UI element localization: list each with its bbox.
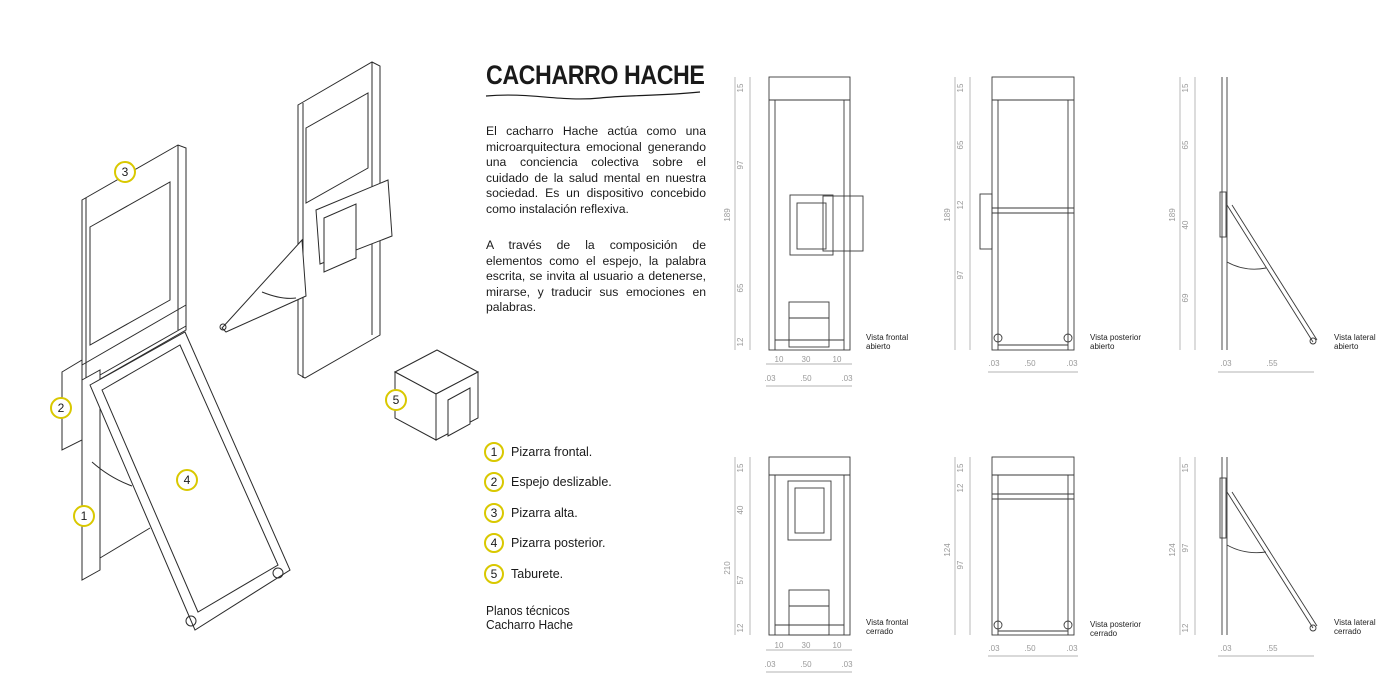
callout-1-text: 1 (80, 509, 88, 523)
svg-text:.50: .50 (1024, 359, 1036, 368)
legend-item-1 (484, 441, 612, 463)
svg-text:.55: .55 (1266, 359, 1278, 368)
view-back-open (980, 77, 1074, 350)
svg-text:69: 69 (1181, 293, 1190, 303)
legend-label-5: Taburete. (511, 566, 564, 581)
svg-text:12: 12 (1181, 623, 1190, 633)
callout-3-text: 3 (121, 165, 129, 179)
svg-text:65: 65 (956, 140, 965, 150)
legend-number-3: 3 (484, 503, 504, 523)
svg-text:210: 210 (723, 561, 732, 575)
legend-label-1: Pizarra frontal. (511, 445, 593, 459)
svg-text:.50: .50 (1024, 644, 1036, 653)
legend-number-2: 2 (484, 472, 504, 492)
dim-97: 97 (736, 160, 745, 170)
legend-item-5 (484, 563, 612, 585)
svg-text:15: 15 (1181, 83, 1190, 93)
label-side-closed: Vista lateral cerrado (1334, 618, 1376, 636)
svg-text:40: 40 (1181, 220, 1190, 230)
svg-text:40: 40 (736, 505, 745, 515)
dim-65: 65 (736, 283, 745, 293)
callout-5-text: 5 (392, 393, 400, 407)
svg-text:.03: .03 (1066, 359, 1078, 368)
svg-text:97: 97 (956, 560, 965, 570)
svg-text:124: 124 (943, 543, 952, 557)
callout-4 (177, 470, 197, 490)
svg-text:.03: .03 (1220, 359, 1232, 368)
svg-text:.03: .03 (764, 660, 776, 669)
description-paragraph-1: El cacharro Hache actúa como una microarquitectura emocional generando una conciencia colectiva sobre el cuidado de la salud mental en nuestra sociedad. Es un dispositivo concebido como instalación reflexiva. (486, 124, 706, 216)
callout-1 (74, 506, 94, 526)
svg-text:12: 12 (956, 483, 965, 493)
svg-text:124: 124 (1168, 543, 1177, 557)
legend-item-3 (484, 502, 612, 524)
svg-text:.03: .03 (988, 359, 1000, 368)
svg-text:.03: .03 (764, 374, 776, 383)
svg-text:.50: .50 (800, 660, 812, 669)
svg-text:.03: .03 (988, 644, 1000, 653)
view-back-closed-dim-text (943, 463, 1078, 653)
svg-text:.03: .03 (1066, 644, 1078, 653)
legend-number-1: 1 (484, 442, 504, 462)
legend-label-3: Pizarra alta. (511, 505, 578, 520)
view-side-closed (1220, 457, 1317, 635)
view-front-closed-dims (735, 457, 852, 672)
view-front-open (769, 77, 863, 350)
legend-item-4 (484, 532, 612, 554)
svg-text:.03: .03 (841, 660, 853, 669)
svg-text:10: 10 (774, 641, 784, 650)
legend-number-5: 5 (484, 564, 504, 584)
dim-15: 15 (736, 83, 745, 93)
svg-text:.55: .55 (1266, 644, 1278, 653)
drawings-caption (486, 604, 573, 632)
svg-text:30: 30 (801, 641, 811, 650)
view-side-closed-dims (1180, 457, 1314, 656)
label-back-closed: Vista posterior cerrado (1090, 620, 1141, 638)
svg-text:30: 30 (801, 355, 811, 364)
view-back-closed-dims (955, 457, 1078, 656)
svg-text:57: 57 (736, 575, 745, 585)
svg-text:10: 10 (832, 641, 842, 650)
svg-text:65: 65 (1181, 140, 1190, 150)
svg-text:.03: .03 (1220, 644, 1232, 653)
svg-text:10: 10 (832, 355, 842, 364)
view-side-open-dim-text (1168, 83, 1278, 368)
view-front-closed (769, 457, 850, 635)
dim-189: 189 (723, 208, 732, 222)
svg-text:12: 12 (956, 200, 965, 210)
legend-label-2: Espejo deslizable. (511, 475, 612, 490)
svg-text:12: 12 (736, 623, 745, 633)
svg-text:.50: .50 (800, 374, 812, 383)
view-side-open (1220, 77, 1317, 350)
isometric-device (62, 145, 290, 630)
callout-4-text: 4 (183, 473, 191, 487)
svg-text:15: 15 (956, 463, 965, 473)
stool-isometric (392, 350, 478, 440)
caption-line-2: Cacharro Hache (486, 617, 574, 632)
svg-text:10: 10 (774, 355, 784, 364)
view-back-closed (992, 457, 1074, 635)
callout-5 (386, 390, 406, 410)
svg-text:97: 97 (956, 270, 965, 280)
page-title: CACHARRO HACHE (486, 60, 705, 90)
callout-2-text: 2 (57, 401, 65, 415)
svg-text:97: 97 (1181, 543, 1190, 553)
isometric-device-open (220, 62, 392, 378)
legend-number-4: 4 (484, 533, 504, 553)
legend-label-4: Pizarra posterior. (511, 536, 606, 551)
svg-text:15: 15 (1181, 463, 1190, 473)
svg-text:189: 189 (1168, 208, 1177, 222)
svg-text:15: 15 (736, 463, 745, 473)
label-back-open: Vista posterior abierto (1090, 333, 1141, 351)
description-paragraph-2: A través de la composición de elementos como el espejo, la palabra escrita, se invita al usuario a detenerse, mirarse, y traducir sus emociones en palabras. (486, 238, 706, 314)
svg-text:15: 15 (956, 83, 965, 93)
title-underline (486, 92, 700, 99)
view-back-open-dims (955, 77, 1078, 372)
legend (484, 441, 612, 593)
label-front-closed: Vista frontal cerrado (866, 618, 909, 636)
label-front-open: Vista frontal abierto (866, 333, 909, 351)
svg-text:.03: .03 (841, 374, 853, 383)
callout-3 (115, 162, 135, 182)
view-back-open-dim-text (943, 83, 1078, 368)
legend-item-2 (484, 471, 612, 493)
callout-2 (51, 398, 71, 418)
view-front-open-dim-text (723, 83, 853, 383)
label-side-open: Vista lateral abierto (1334, 333, 1376, 351)
view-side-closed-dim-text (1168, 463, 1278, 653)
caption-line-1: Planos técnicos (486, 603, 570, 618)
svg-text:189: 189 (943, 208, 952, 222)
dim-12: 12 (736, 337, 745, 347)
view-side-open-dims (1180, 77, 1314, 372)
